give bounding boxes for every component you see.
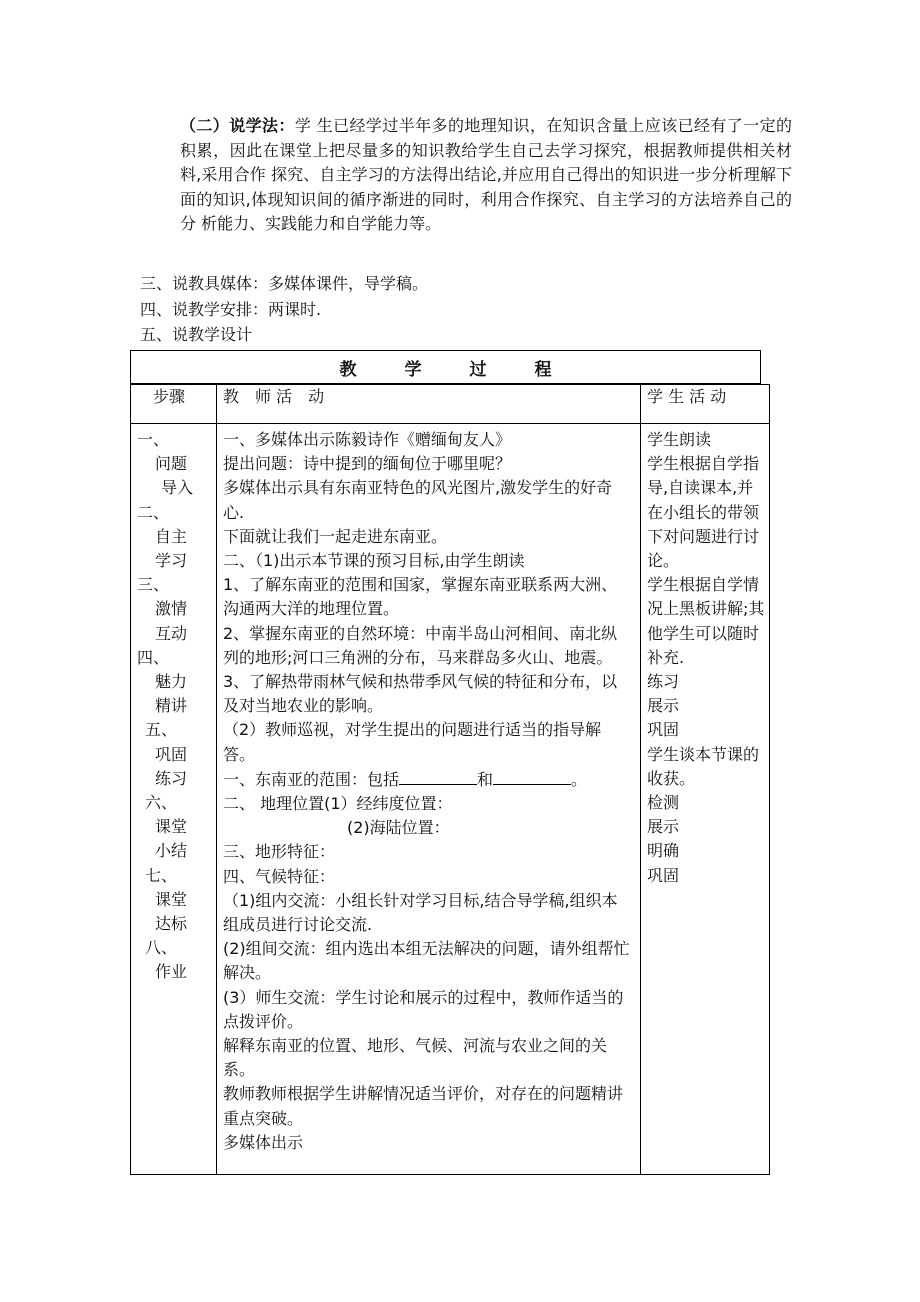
step-item: 导入 — [161, 478, 194, 498]
step-item: 课堂 — [155, 889, 188, 909]
teacher-line: 下面就让我们一起走进东南亚。 — [223, 526, 448, 546]
teacher-line: 2、掌握东南亚的自然环境：中南半岛山河相间、南北纵列的地形;河口三角洲的分布，马来群岛多火山、地震。 — [223, 623, 618, 667]
lesson-table — [130, 384, 770, 1175]
intro-paragraph — [180, 114, 792, 237]
step-item: 问题 — [155, 454, 188, 474]
teacher-line: 多媒体出示 — [223, 1132, 304, 1152]
step-item: 四、 — [137, 647, 170, 667]
teacher-line: 二、（1)出示本节课的预习目标,由学生朗读 — [223, 551, 525, 571]
blank-and: 和 — [477, 769, 494, 789]
step-item: 自主 — [155, 526, 188, 546]
step-item: 练习 — [155, 768, 188, 788]
step-item: 激情 — [155, 599, 188, 619]
header-steps: 步骤 — [131, 385, 217, 424]
step-item: 一、 — [137, 430, 170, 449]
teacher-line: 1、了解东南亚的范围和国家，掌握东南亚联系两大洲、沟通两大洋的地理位置。 — [223, 575, 618, 619]
student-line: 巩固 — [647, 865, 680, 885]
blank-suffix: 。 — [571, 769, 588, 789]
step-item: 小结 — [155, 841, 188, 861]
teacher-line: 多媒体出示具有东南亚特色的风光图片,激发学生的好奇心. — [223, 478, 613, 522]
student-line: 明确 — [647, 841, 680, 861]
student-line: 学生朗读 — [647, 430, 712, 449]
table-title — [130, 350, 761, 384]
student-line: 巩固 — [647, 720, 680, 740]
teacher-column — [217, 424, 641, 1175]
step-item: 作业 — [155, 962, 188, 982]
header-teacher: 教 师 活 动 — [217, 385, 641, 424]
student-line: 学生谈本节课的收获。 — [647, 744, 760, 788]
answer-blank — [493, 767, 571, 785]
student-line: 练习 — [647, 672, 680, 692]
section-arrangement: 四、说教学安排：两课时. — [140, 300, 322, 319]
student-column — [641, 424, 770, 1175]
answer-blank — [399, 767, 477, 785]
teacher-line: (2)组间交流：组内选出本组无法解决的问题，请外组帮忙解决。 — [223, 939, 630, 983]
step-item: 七、 — [145, 865, 178, 885]
intro-heading: （二）说学法： — [180, 116, 295, 135]
step-item: 五、 — [145, 720, 178, 740]
steps-column — [131, 424, 217, 1175]
student-line: 学生根据自学情况上黑板讲解;其他学生可以随时补充. — [647, 575, 765, 667]
step-item: 魅力 — [155, 672, 188, 692]
step-item: 课堂 — [155, 817, 188, 837]
step-item: 巩固 — [155, 744, 188, 764]
teacher-line: (2)海陆位置： — [347, 818, 450, 838]
table-body-row — [131, 424, 770, 1175]
teacher-line: 教师教师根据学生讲解情况适当评价，对存在的问题精讲重点突破。 — [223, 1084, 624, 1128]
header-student: 学 生 活 动 — [641, 385, 770, 424]
student-line: 展示 — [647, 696, 680, 716]
step-item: 三、 — [137, 575, 170, 595]
teacher-line: 解释东南亚的位置、地形、气候、河流与农业之间的关系。 — [223, 1036, 608, 1080]
student-line: 展示 — [647, 817, 680, 837]
teacher-line: 一、多媒体出示陈毅诗作《赠缅甸友人》 — [223, 430, 512, 449]
title-char: 过 — [469, 359, 487, 380]
teacher-line: 三、地形特征： — [223, 842, 336, 862]
title-char: 学 — [404, 359, 422, 380]
teacher-line: (3）师生交流：学生讨论和展示的过程中，教师作适当的点拨评价。 — [223, 987, 624, 1031]
step-item: 达标 — [155, 914, 188, 934]
teacher-line: 四、气候特征： — [223, 866, 336, 886]
step-item: 八、 — [145, 938, 178, 958]
section-design: 五、说教学设计 — [140, 325, 253, 344]
section-media: 三、说教具媒体：多媒体课件，导学稿。 — [140, 274, 429, 293]
teacher-line: （2）教师巡视，对学生提出的问题进行适当的指导解答。 — [223, 720, 602, 764]
step-item: 二、 — [137, 502, 170, 522]
step-item: 学习 — [155, 551, 188, 571]
teacher-line: 二、 地理位置(1）经纬度位置： — [223, 794, 453, 814]
student-line: 学生根据自学指导,自读课本,并在小组长的带领下对问题进行讨论。 — [647, 454, 760, 571]
step-item: 六、 — [145, 793, 178, 813]
title-char: 程 — [534, 359, 552, 380]
teacher-line-fill-blank — [223, 767, 632, 792]
step-item: 互动 — [155, 623, 188, 643]
teacher-line: （1)组内交流：小组长针对学习目标,结合导学稿,组织本组成员进行讨论交流. — [223, 890, 618, 935]
table-header-row — [131, 385, 770, 424]
blank-prefix: 一、东南亚的范围：包括 — [223, 769, 400, 789]
intro-body: 学 生已经学过半年多的地理知识，在知识含量上应该已经有了一定的积累，因此在课堂上把尽量多的知识教给学生自己去学习探究，根据教师提供相关材料,采用合作 探究、自主学习的方法得出结论,并应用自己得出的知识进一步分析理解下面的知识,体现知识间的循序渐进的同时，利用合作探究、自主学习的方法培养自己的分 析能力、实践能力和自学能力等。 — [180, 116, 792, 233]
title-char: 教 — [339, 359, 357, 380]
teacher-line: 3、了解热带雨林气候和热带季风气候的特征和分布，以及对当地农业的影响。 — [223, 672, 618, 716]
teacher-line: 提出问题：诗中提到的缅甸位于哪里呢？ — [223, 454, 512, 474]
step-item: 精讲 — [155, 696, 188, 716]
student-line: 检测 — [647, 793, 680, 813]
